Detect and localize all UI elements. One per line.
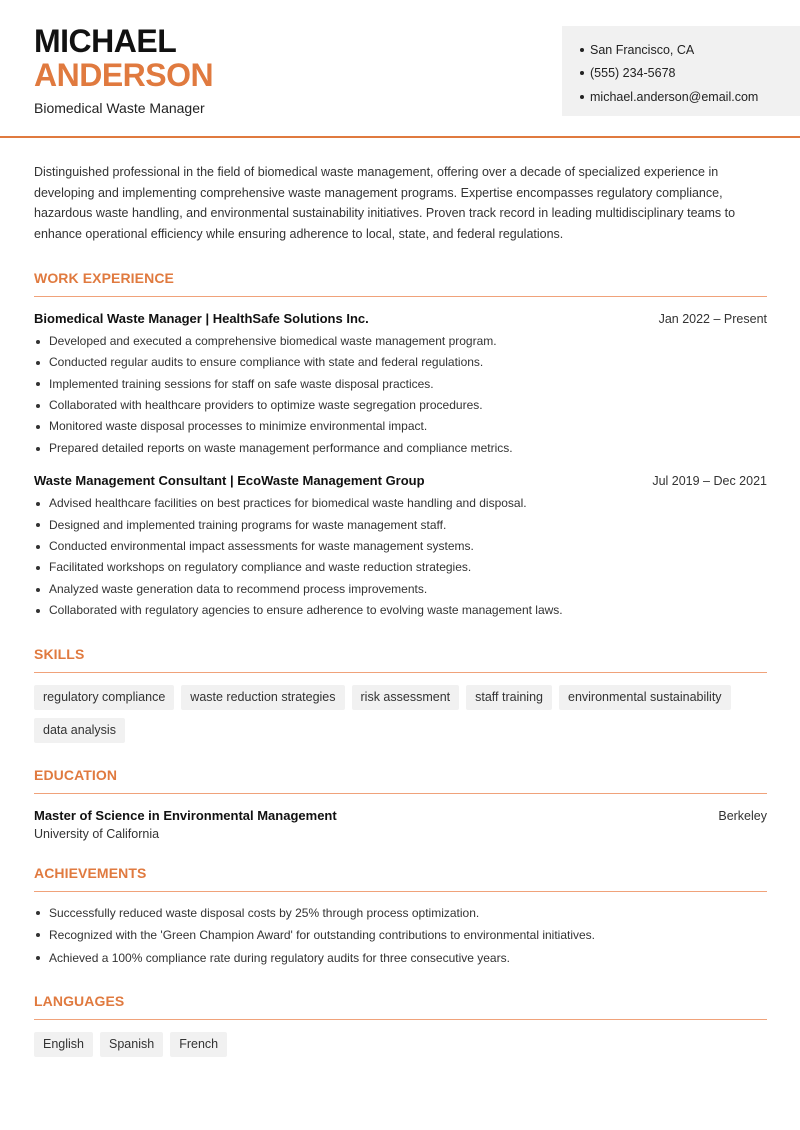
list-item [34,579,767,600]
language-tag: Spanish [100,1032,163,1057]
section-title-skills: SKILLS [34,645,85,662]
language-tags [34,1032,734,1057]
bullet-text: Recognized with the 'Green Champion Award' for outstanding contributions to environmental initiatives. [49,928,595,943]
bullet-text: Implemented training sessions for staff on safe waste disposal practices. [49,376,434,391]
skill-tag: waste reduction strategies [181,685,344,710]
list-item [34,515,767,536]
contact-phone [580,62,800,86]
job-dates: Jan 2022 – Present [658,311,767,326]
bullet-icon [36,404,40,408]
bullet-icon [36,911,40,915]
bullet-icon [36,545,40,549]
skill-tag: environmental sustainability [559,685,731,710]
skill-tag: risk assessment [352,685,460,710]
bullet-text: Prepared detailed reports on waste management performance and compliance metrics. [49,440,513,455]
section-education [34,767,767,841]
education-header [34,808,767,823]
section-divider [34,1019,767,1020]
bullet-text: Conducted regular audits to ensure compliance with state and federal regulations. [49,355,484,370]
bullet-icon [580,48,584,52]
skill-tag: staff training [466,685,552,710]
bullet-text: Successfully reduced waste disposal costs by 25% through process optimization. [49,905,480,920]
list-item [34,493,767,514]
job-entry [34,311,767,459]
bullet-icon [36,502,40,506]
bullet-text: Advised healthcare facilities on best practices for biomedical waste handling and disposal. [49,496,527,511]
job-role: Biomedical Waste Manager | HealthSafe Solutions Inc. [34,310,369,326]
location-text: San Francisco, CA [590,42,695,57]
section-work [34,270,767,622]
achievement-list [34,902,767,970]
bullet-icon [36,933,40,937]
education-location: Berkeley [718,808,767,823]
job-title: Biomedical Waste Manager [34,100,205,116]
job-header [34,311,767,326]
bullet-icon [36,447,40,451]
job-bullets [34,331,767,459]
list-item [34,331,767,352]
list-item [34,395,767,416]
bullet-text: Collaborated with healthcare providers to optimize waste segregation procedures. [49,398,483,413]
job-role: Waste Management Consultant | EcoWaste Management Group [34,473,425,489]
email-text: michael.anderson@email.com [590,89,759,104]
section-achievements [34,865,767,970]
bullet-icon [580,71,584,75]
section-languages [34,993,767,1057]
section-divider [34,891,767,892]
bullet-icon [36,588,40,592]
language-tag: French [170,1032,227,1057]
list-item [34,600,767,621]
phone-text: (555) 234-5678 [590,66,676,81]
bullet-text: Collaborated with regulatory agencies to ensure adherence to evolving waste management laws. [49,603,563,618]
bullet-text: Analyzed waste generation data to recommend process improvements. [49,581,428,596]
bullet-text: Monitored waste disposal processes to minimize environmental impact. [49,419,428,434]
bullet-text: Developed and executed a comprehensive biomedical waste management program. [49,333,497,348]
first-name: MICHAEL [34,23,177,59]
list-item [34,352,767,373]
section-title-achievements: ACHIEVEMENTS [34,864,147,881]
education-entry [34,808,767,841]
skill-tags [34,685,734,743]
bullet-icon [580,95,584,99]
list-item [34,416,767,437]
list-item [34,924,767,947]
bullet-icon [36,566,40,570]
skill-tag: data analysis [34,718,125,743]
section-title-education: EDUCATION [34,766,118,783]
job-bullets [34,493,767,621]
section-divider [34,296,767,297]
list-item [34,374,767,395]
list-item [34,557,767,578]
last-name: ANDERSON [34,57,214,93]
section-divider [34,672,767,673]
list-item [34,438,767,459]
school: University of California [34,826,160,841]
job-dates: Jul 2019 – Dec 2021 [652,474,767,489]
bullet-icon [36,609,40,613]
list-item [34,947,767,970]
bullet-icon [36,361,40,365]
summary: Distinguished professional in the field of biomedical waste management, offering over a decade of specialized experience in developing and implementing comprehensive waste management programs. Expertise encompasses regulatory compliance, hazardous waste handling, and environmental sustainability initiatives. Proven track record in leading multidisciplinary teams to enhance operational efficiency while ensuring adherence to local, state, and federal regulations. [34,165,736,242]
bullet-text: Achieved a 100% compliance rate during regulatory audits for three consecutive years. [49,950,510,965]
job-header [34,473,767,488]
language-tag: English [34,1032,93,1057]
bullet-text: Designed and implemented training programs for waste management staff. [49,517,447,532]
skill-tag: regulatory compliance [34,685,174,710]
contact-location [580,38,800,62]
bullet-icon [36,956,40,960]
bullet-icon [36,340,40,344]
bullet-icon [36,425,40,429]
list-item [34,536,767,557]
contact-box [562,26,800,116]
bullet-text: Facilitated workshops on regulatory compliance and waste reduction strategies. [49,560,472,575]
section-title-languages: LANGUAGES [34,993,125,1010]
section-divider [34,793,767,794]
section-skills [34,646,767,743]
bullet-icon [36,382,40,386]
section-title-work: WORK EXPERIENCE [34,269,174,286]
bullet-icon [36,523,40,527]
bullet-text: Conducted environmental impact assessments for waste management systems. [49,539,474,554]
resume-header [0,0,800,138]
list-item [34,902,767,925]
job-entry [34,473,767,621]
degree: Master of Science in Environmental Management [34,807,337,823]
contact-email [580,85,800,109]
resume-body [34,162,767,1057]
